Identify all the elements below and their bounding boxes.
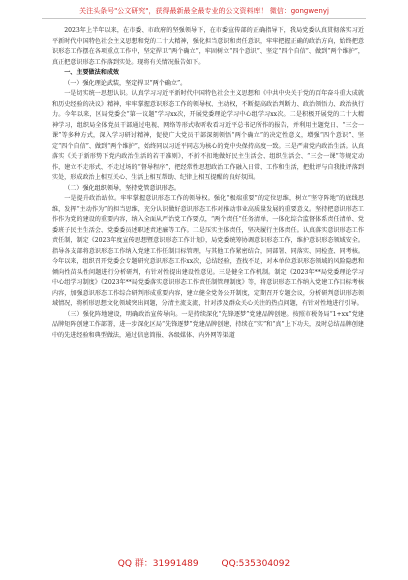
intro-paragraph: 2023年上半年以来，在市委、市政府的坚强领导下，在市委宣传部的正确指导下，我局党委认真贯彻落实习近平新时代中国特色社会主义思想和党的二十大精神，强化担当意识和责任意识，牢牢把握正确的政治方向，始终把意识形态工作摆在各项重点工作中，坚定捍卫“两个确立”，牢固树立“四个意识”、坚定“四个自信”、做到“两个维护”，真正把意识形态工作落到实处。现将有关情况报告如下。 [52,27,364,66]
body-paragraph: 一是提升政治站位。牢牢掌握意识形态工作的领导权。强化“极端重要”的定位思维，树立“坚守阵地”的底线思维，发挥“主动作为”的担当思维，充分认识做好意识形态工作对推动事业高质量发展的重要意义。坚持把意识形态工作作为党的建设的重要内容，纳入全面从严治党工作要点，“两个责任”任务清单，一体化综合监督体系责任清单、党委班子民主生活会、党委委员述职述责述廉等工作。二是压实主体责任，坚决履行主体责任。认真落实意识形态工作责任制，制定《2023年度宣传思想暨意识形态工作计划》，局党委统筹协调意识形态工作，维护意识形态领域安全。指导各支部将意识形态工作纳入党建工作任制目标管理，与其他工作紧密结合，同部署、同落实、同检查、同考核。今年以来，组织召开党委会专题研究意识形态工作xx次，总结经验，查找不足，对本单位意识形态领域的风险隐患和倾向性苗头性问题进行分析研判，有针对性提出建设性意见。三是健全工作机制。制定《2023年**局党委理论学习中心组学习制度》《2023年**局党委落实意识形态工作责任制管理制度》等，将意识形态工作纳入党建工作目标考核内容，加强意识形态工作综合研判形成重要内容，建立健全党务公开制度，定期召开专题会议，分析研判意识形态领域情况，将析形思想文化领域突出问题，分清主流支流，针对涉及群众关心关注的热点问题，有针对性地进行引导。 [52,195,364,307]
subsection-heading: （二）强化组织领导，坚持党管意识形态。 [64,184,180,192]
subsection-heading: （一）强化理论武装，坚定捍卫“两个确立”。 [64,79,187,87]
footer-contact [0,556,408,569]
body-paragraph: （三）强化阵地建设，明确政治宣传导向。一是持续深化“先锋逐梦”党建品牌创建。按照市税务局“1+xx”党建品牌矩阵创建工作部署，进一步深化区局“先锋逐梦”党建品牌创建，持续在“实”和“真”上下功夫，及时总结品牌创建中的先进经验和典型做法，通过信息简报、各级媒体、内外网等渠道 [52,310,364,339]
header-divider [42,18,366,19]
document-body [52,26,364,341]
header-banner: 关注头条号"公文研究"，获得最新最全最专业的公文资料库！ 微信：gongwenyj [79,7,329,15]
qq-group-text: QQ 群：31991489 [117,559,199,569]
body-paragraph: 一是切实统一思想认识。认真学习习近平新时代中国特色社会主义思想和《中共中央关于党的百年奋斗重大成就和历史经验的决议》精神，牢牢掌握意识形态工作的领导权、主动权，不断提高政治判断力、政治领悟力、政治执行力。今年以来，区局党委会“第一议题”学习xx次，开展党委理论学习中心组学习xx次。二是积极开展党的二十大精神学习，组织局全体党员干部通过电视、网络等形式收听收看习近平总书记所作的报告，并利用主题党日、“三会一课”等多种方式，深入学习研讨精神，促使广大党员干部深刻领悟“两个确立”的决定性意义，增强“四个意识”、坚定“四个自信”、做到“两个维护”，始终同以习近平同志为核心的党中央保持高度一致。三是严肃党内政治生活。认真落实《关于新形势下党内政治生活的若干准则》，不折不扣地做好民主生活会、组织生活会、“三会一课”等规定动作，建立不走形式、不走过场的“督导程序”，把经常性思想政治工作融入日常、工作和生活，把批评与自我批评落到实处，形成政治上相互关心、生活上相互帮助、纪律上相互提醒的良好氛围。 [52,90,364,181]
qq-text: QQ:535304092 [221,559,291,569]
section-heading: 一、主要做法和成效 [64,69,120,76]
